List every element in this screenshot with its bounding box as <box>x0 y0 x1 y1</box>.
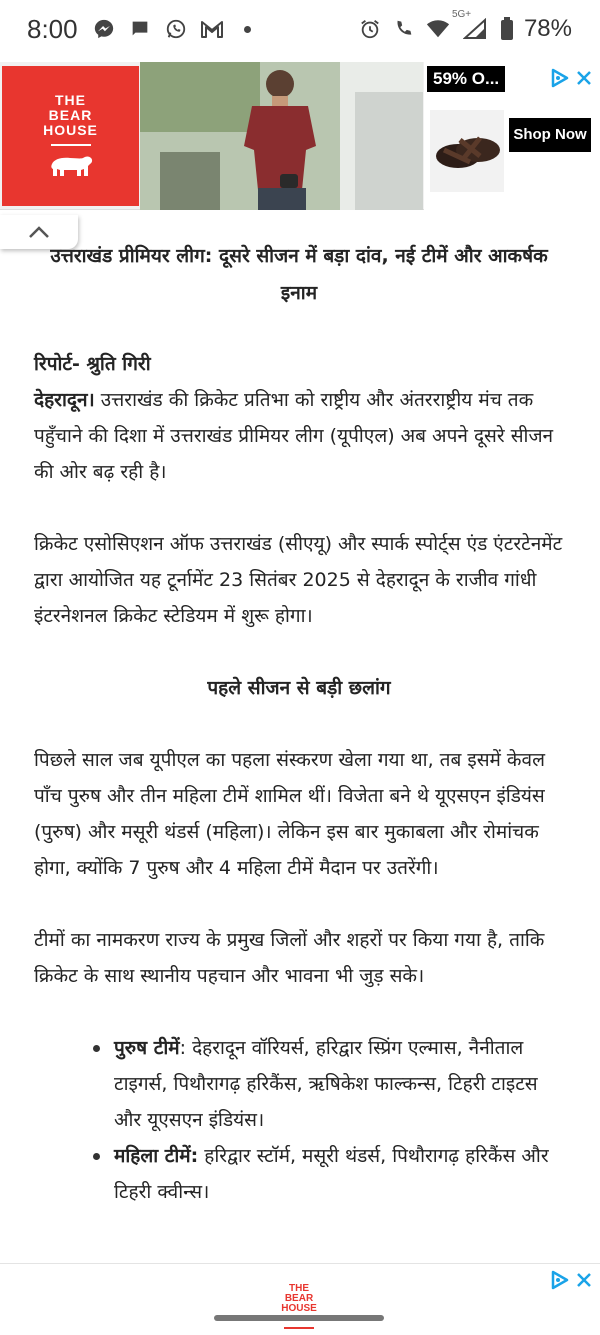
article-paragraph-1 <box>34 382 564 490</box>
ad-logo-divider <box>51 144 91 146</box>
gmail-icon <box>200 17 224 41</box>
wifi-call-icon <box>392 17 416 41</box>
messenger-icon <box>92 17 116 41</box>
article-paragraph-2: क्रिकेट एसोसिएशन ऑफ उत्तराखंड (सीएयू) और स्पार्क स्पोर्ट्स एंड एंटरटेनमेंट द्वारा आयोजित यह टूर्नामेंट 23 सितंबर 2025 से देहरादून के राजीव गांधी इंटरनेशनल क्रिकेट स्टेडियम में शुरू होगा। <box>34 533 563 627</box>
list-item <box>96 1138 564 1210</box>
list-item <box>96 1030 564 1138</box>
sandal-product-image <box>430 110 504 192</box>
alarm-icon <box>358 17 382 41</box>
team-category-label: महिला टीमें: <box>114 1145 199 1167</box>
network-label: 5G+ <box>451 9 472 20</box>
bottom-banner-ad[interactable] <box>0 1263 600 1335</box>
adchoices-icon[interactable] <box>550 68 570 92</box>
ad-brand-name: THE BEAR HOUSE <box>43 91 98 138</box>
top-banner-ad[interactable] <box>0 62 600 210</box>
ad-discount-badge: 59% O... <box>427 66 505 92</box>
close-ad-icon[interactable] <box>574 1270 594 1294</box>
battery-percentage: 78% <box>523 15 572 42</box>
article-paragraph-4: टीमों का नामकरण राज्य के प्रमुख जिलों और शहरों पर किया गया है, ताकि क्रिकेट के साथ स्थानीय पहचान और भावना भी जुड़ सके। <box>34 929 545 987</box>
ad-model-photo[interactable] <box>140 62 423 210</box>
article-paragraph-3: पिछले साल जब यूपीएल का पहला संस्करण खेला गया था, तब इसमें केवल पाँच पुरुष और तीन महिला टीमें शामिल थीं। विजेता बने थे यूएसएन इंडियंस (पुरुष) और मसूरी थंडर्स (महिला)। लेकिन इस बार मुकाबला और रोमांचक होगा, क्योंकि 7 पुरुष और 4 महिला टीमें मैदान पर उतरेंगी। <box>34 749 545 879</box>
team-category-label: पुरुष टीमें <box>114 1037 180 1059</box>
signal-icon <box>451 9 490 41</box>
chevron-up-icon <box>28 225 50 239</box>
ad-shop-now-button[interactable]: Shop Now <box>509 118 591 152</box>
paragraph-1-text: उत्तराखंड की क्रिकेट प्रतिभा को राष्ट्रीय और अंतरराष्ट्रीय मंच तक पहुँचाने की दिशा में उत्तराखंड प्रीमियर लीग (यूपीएल) अब अपने दूसरे सीजन की ओर बढ़ रही है। <box>34 389 554 483</box>
article-title: उत्तराखंड प्रीमियर लीग: दूसरे सीजन में बड़ा दांव, नई टीमें और आकर्षक इनाम <box>50 245 548 304</box>
wifi-icon <box>426 17 450 41</box>
status-time: 8:00 <box>27 14 78 44</box>
status-bar <box>0 0 600 62</box>
close-ad-icon[interactable] <box>574 68 594 92</box>
article-byline: रिपोर्ट- श्रुति गिरी <box>34 353 151 375</box>
ad-bottom-divider <box>284 1327 314 1329</box>
adchoices-icon[interactable] <box>550 1270 570 1294</box>
ad-bottom-brand-logo[interactable] <box>272 1274 326 1335</box>
battery-icon <box>500 17 514 41</box>
bear-icon <box>48 154 94 180</box>
ad-brand-logo[interactable] <box>2 66 139 206</box>
team-list-text: : देहरादून वॉरियर्स, हरिद्वार स्प्रिंग एल्मास, नैनीताल टाइगर्स, पिथौरागढ़ हरिकैंस, ऋषिकेश फाल्कन्स, टिहरी टाइटस और यूएसएन इंडियंस। <box>114 1037 538 1131</box>
gesture-navigation-bar[interactable] <box>214 1315 384 1321</box>
ad-bottom-brand-name: THE BEAR HOUSE <box>281 1283 317 1314</box>
article-body <box>34 238 564 1210</box>
whatsapp-icon <box>164 17 188 41</box>
article-dateline: देहरादून। <box>34 389 95 411</box>
chat-icon <box>128 17 152 41</box>
team-list-text: हरिद्वार स्टॉर्म, मसूरी थंडर्स, पिथौरागढ़ हरिकैंस और टिहरी क्वीन्स। <box>114 1145 549 1203</box>
teams-list <box>34 1030 564 1210</box>
article-subheading: पहले सीजन से बड़ी छलांग <box>207 677 391 699</box>
more-notifications-dot <box>244 26 251 33</box>
